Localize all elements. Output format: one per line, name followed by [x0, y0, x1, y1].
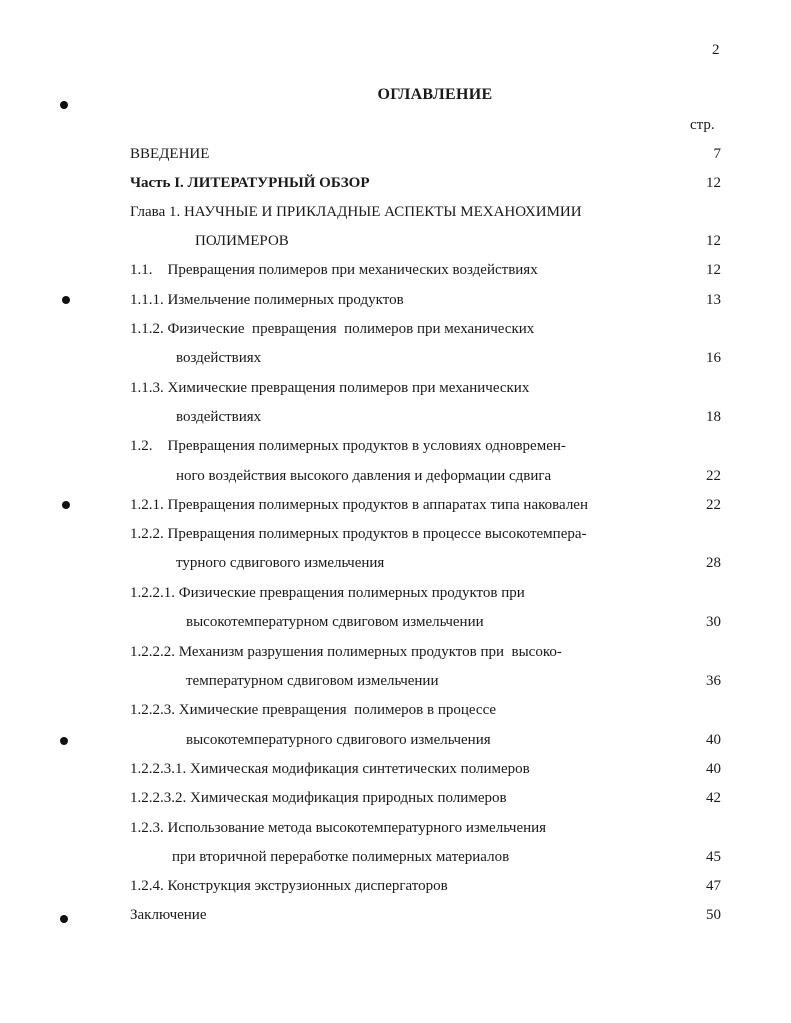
toc-entry-text: 1.2.2.2. Механизм разрушения полимерных продуктов при высоко- — [130, 644, 562, 660]
toc-entry-text: при вторичной переработке полимерных материалов — [172, 849, 510, 865]
toc-entry-page: 47 — [706, 878, 721, 894]
toc-entry-page: 7 — [713, 146, 721, 162]
binding-hole-mark — [60, 101, 68, 109]
toc-entry-text: температурном сдвиговом измельчении — [186, 673, 439, 689]
toc-entry-page: 18 — [706, 409, 721, 425]
binding-hole-mark — [60, 737, 68, 745]
toc-entry-text: 1.2.2.3.2. Химическая модификация природных полимеров — [130, 790, 507, 806]
toc-entry-page: 45 — [706, 849, 721, 865]
toc-entry-text: 1.2.3. Использование метода высокотемпературного измельчения — [130, 820, 547, 836]
toc-entry-text: 1.2.4. Конструкция экструзионных диспергаторов — [130, 878, 448, 894]
toc-entry-page: 12 — [706, 233, 721, 249]
binding-hole-mark — [60, 915, 68, 923]
toc-entry-text: 1.2.2. Превращения полимерных продуктов в процессе высокотемпера- — [130, 526, 587, 542]
toc-entry-text: воздействиях — [176, 409, 262, 425]
toc-entry-text: Часть I. ЛИТЕРАТУРНЫЙ ОБЗОР — [130, 175, 370, 191]
toc-entry-page: 16 — [706, 350, 721, 366]
toc-entry-text: 1.1.1. Измельчение полимерных продуктов — [130, 292, 404, 308]
toc-entry-page: 42 — [706, 790, 721, 806]
toc-entry-text: 1.1.3. Химические превращения полимеров при механических — [130, 380, 530, 396]
toc-entry-text: 1.2.2.1. Физические превращения полимерных продуктов при — [130, 585, 525, 601]
toc-entry-page: 22 — [706, 497, 721, 513]
toc-entry-text: Заключение — [130, 907, 207, 923]
toc-entry-page: 40 — [706, 761, 721, 777]
toc-entry-page: 30 — [706, 614, 721, 630]
toc-entry-text: 1.2.1. Превращения полимерных продуктов в аппаратах типа наковален — [130, 497, 588, 513]
toc-entry-text: воздействиях — [176, 350, 262, 366]
toc-entry-text: ПОЛИМЕРОВ — [195, 233, 289, 249]
toc-entry-text: 1.2.2.3.1. Химическая модификация синтетических полимеров — [130, 761, 530, 777]
toc-entry-page: 12 — [706, 175, 721, 191]
toc-entry-page: 13 — [706, 292, 721, 308]
toc-entry-page: 40 — [706, 732, 721, 748]
toc-entry-text: 1.2. Превращения полимерных продуктов в условиях одновремен- — [130, 438, 566, 454]
toc-entry-text: высокотемпературном сдвиговом измельчении — [186, 614, 484, 630]
toc-entry-page: 12 — [706, 262, 721, 278]
toc-entry-text: 1.1. Превращения полимеров при механических воздействиях — [130, 262, 538, 278]
toc-entry-page: 22 — [706, 468, 721, 484]
toc-entry-text: ного воздействия высокого давления и деформации сдвига — [176, 468, 552, 484]
page-number: 2 — [712, 42, 720, 58]
page-column-header: стр. — [690, 117, 715, 133]
toc-entry-text: 1.2.2.3. Химические превращения полимеров в процессе — [130, 702, 497, 718]
binding-hole-mark — [62, 501, 70, 509]
toc-entry-text: высокотемпературного сдвигового измельчения — [186, 732, 491, 748]
toc-entry-text: Глава 1. НАУЧНЫЕ И ПРИКЛАДНЫЕ АСПЕКТЫ МЕХАНОХИМИИ — [130, 204, 582, 220]
toc-entry-text: ВВЕДЕНИЕ — [130, 146, 210, 162]
toc-entry-text: турного сдвигового измельчения — [176, 555, 385, 571]
binding-hole-mark — [62, 296, 70, 304]
toc-entry-page: 28 — [706, 555, 721, 571]
toc-title: ОГЛАВЛЕНИЕ — [377, 86, 493, 103]
toc-entry-page: 36 — [706, 673, 721, 689]
toc-entry-page: 50 — [706, 907, 721, 923]
toc-entry-text: 1.1.2. Физические превращения полимеров при механических — [130, 321, 535, 337]
